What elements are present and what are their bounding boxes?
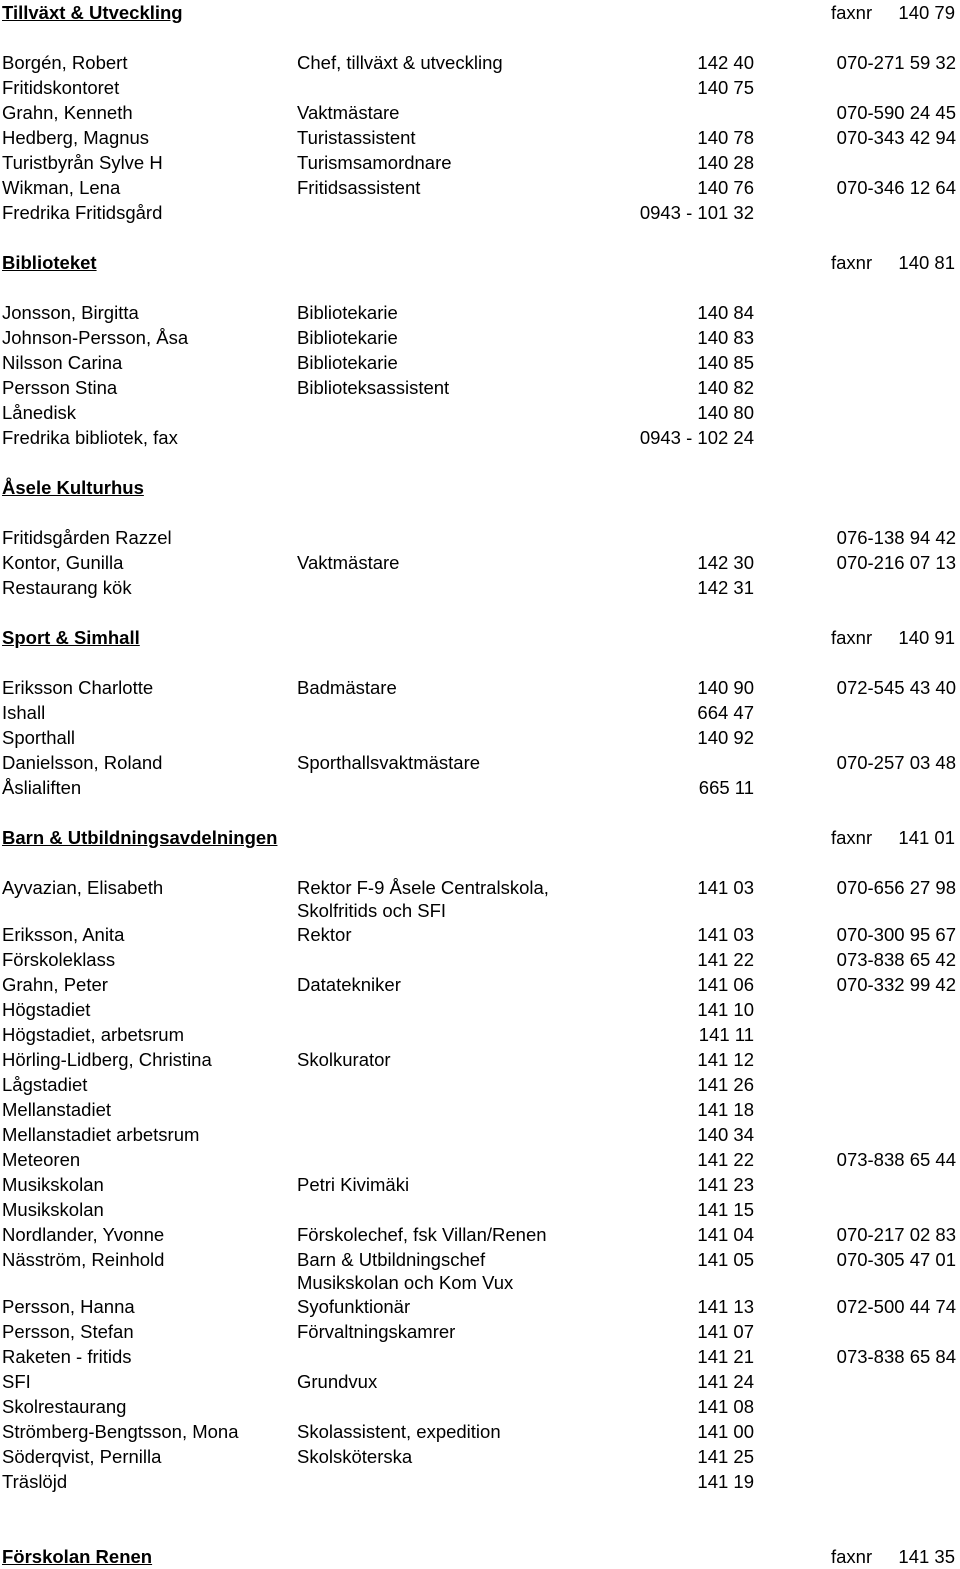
directory-row bbox=[0, 1072, 960, 1097]
entry-mobile: 073-838 65 42 bbox=[836, 949, 956, 970]
entry-name: Musikskolan bbox=[2, 1174, 104, 1195]
section-heading bbox=[0, 250, 960, 275]
directory-row bbox=[0, 175, 960, 200]
entry-name: Persson Stina bbox=[2, 377, 118, 398]
entry-name: Jonsson, Birgitta bbox=[2, 302, 139, 323]
entry-mobile: 070-590 24 45 bbox=[836, 102, 956, 123]
entry-title-line: Musikskolan och Kom Vux bbox=[297, 1272, 514, 1293]
entry-phone: 0943 - 102 24 bbox=[639, 427, 754, 448]
spacer bbox=[0, 650, 960, 675]
entry-name: Lånedisk bbox=[2, 402, 77, 423]
entry-mobile: 073-838 65 44 bbox=[836, 1149, 956, 1170]
directory-row bbox=[0, 775, 960, 800]
entry-phone: 140 78 bbox=[697, 127, 754, 148]
spacer bbox=[0, 800, 960, 825]
entry-phone: 141 04 bbox=[697, 1224, 754, 1245]
entry-phone: 141 19 bbox=[697, 1471, 754, 1492]
entry-name: Träslöjd bbox=[2, 1471, 68, 1492]
directory-row bbox=[0, 1022, 960, 1047]
fax-label: faxnr bbox=[831, 1546, 873, 1567]
section-heading bbox=[0, 0, 960, 25]
entry-title-line: Rektor F-9 Åsele Centralskola, bbox=[297, 877, 549, 898]
entry-phone: 140 92 bbox=[697, 727, 754, 748]
entry-name: Fredrika Fritidsgård bbox=[2, 202, 163, 223]
entry-name: Johnson-Persson, Åsa bbox=[2, 327, 189, 348]
section-förskolan-renen bbox=[0, 1544, 960, 1569]
entry-phone: 140 82 bbox=[697, 377, 754, 398]
section-heading bbox=[0, 1544, 960, 1569]
directory-row bbox=[0, 100, 960, 125]
entry-name: Kontor, Gunilla bbox=[2, 552, 124, 573]
entry-name: Skolrestaurang bbox=[2, 1396, 127, 1417]
entry-phone: 141 07 bbox=[697, 1321, 754, 1342]
entry-phone: 141 25 bbox=[697, 1446, 754, 1467]
fax-label: faxnr bbox=[831, 252, 873, 273]
entry-name: Hörling-Lidberg, Christina bbox=[2, 1049, 212, 1070]
entry-phone: 140 76 bbox=[697, 177, 754, 198]
entry-phone: 140 84 bbox=[697, 302, 754, 323]
directory-row bbox=[0, 375, 960, 400]
directory-row bbox=[0, 550, 960, 575]
entry-mobile: 073-838 65 84 bbox=[836, 1346, 956, 1367]
section-title: Barn & Utbildningsavdelningen bbox=[2, 827, 278, 848]
entry-phone: 141 12 bbox=[697, 1049, 754, 1070]
entry-name: Ayvazian, Elisabeth bbox=[2, 877, 164, 898]
entry-name: Förskoleklass bbox=[2, 949, 116, 970]
entry-phone: 141 22 bbox=[697, 949, 754, 970]
entry-title-line: Datatekniker bbox=[297, 974, 401, 995]
entry-phone: 665 11 bbox=[698, 777, 754, 798]
section-title: Sport & Simhall bbox=[2, 627, 140, 648]
directory-row bbox=[0, 1147, 960, 1172]
entry-name: Högstadiet bbox=[2, 999, 91, 1020]
directory-row bbox=[0, 700, 960, 725]
section-title: Biblioteket bbox=[2, 252, 97, 273]
entry-name: Mellanstadiet bbox=[2, 1099, 112, 1120]
fax-number: 141 35 bbox=[898, 1546, 955, 1567]
entry-name: Ishall bbox=[2, 702, 46, 723]
entry-phone: 140 85 bbox=[697, 352, 754, 373]
section-biblioteket bbox=[0, 250, 960, 475]
entry-phone: 141 00 bbox=[697, 1421, 754, 1442]
entry-phone: 141 23 bbox=[697, 1174, 754, 1195]
entry-name: Söderqvist, Pernilla bbox=[2, 1446, 162, 1467]
entry-name: Grahn, Peter bbox=[2, 974, 108, 995]
directory-row bbox=[0, 947, 960, 972]
entry-name: Fritidskontoret bbox=[2, 77, 120, 98]
entry-phone: 141 18 bbox=[697, 1099, 754, 1120]
entry-phone: 140 80 bbox=[697, 402, 754, 423]
directory-row bbox=[0, 350, 960, 375]
entry-title-line: Skolkurator bbox=[297, 1049, 391, 1070]
entry-name: Danielsson, Roland bbox=[2, 752, 163, 773]
spacer bbox=[0, 1494, 960, 1519]
spacer bbox=[0, 600, 960, 625]
entry-title-line: Förskolechef, fsk Villan/Renen bbox=[297, 1224, 547, 1245]
entry-phone: 140 83 bbox=[697, 327, 754, 348]
entry-phone: 140 90 bbox=[697, 677, 754, 698]
fax-number: 140 81 bbox=[898, 252, 955, 273]
entry-phone: 141 26 bbox=[697, 1074, 754, 1095]
directory-row bbox=[0, 1172, 960, 1197]
entry-title-line: Skolsköterska bbox=[297, 1446, 413, 1467]
entry-title-line: Skolassistent, expedition bbox=[297, 1421, 501, 1442]
directory-row bbox=[0, 875, 960, 922]
entry-phone: 140 75 bbox=[697, 77, 754, 98]
section-heading bbox=[0, 825, 960, 850]
entry-name: Åslialiften bbox=[2, 777, 82, 798]
section-åsele-kulturhus bbox=[0, 475, 960, 625]
entry-name: Nordlander, Yvonne bbox=[2, 1224, 165, 1245]
directory-row bbox=[0, 1294, 960, 1319]
entry-name: Nilsson Carina bbox=[2, 352, 123, 373]
directory-row bbox=[0, 1469, 960, 1494]
entry-title-line: Petri Kivimäki bbox=[297, 1174, 410, 1195]
directory-row bbox=[0, 1097, 960, 1122]
entry-title-line: Barn & Utbildningschef bbox=[297, 1249, 486, 1270]
entry-mobile: 070-216 07 13 bbox=[836, 552, 956, 573]
entry-mobile: 070-656 27 98 bbox=[836, 877, 956, 898]
directory-row bbox=[0, 300, 960, 325]
spacer bbox=[0, 1519, 960, 1544]
directory-row bbox=[0, 1419, 960, 1444]
entry-title-line: Badmästare bbox=[297, 677, 397, 698]
entry-title-line: Chef, tillväxt & utveckling bbox=[297, 52, 503, 73]
directory-row bbox=[0, 1247, 960, 1294]
section-heading bbox=[0, 475, 960, 500]
entry-phone: 141 13 bbox=[697, 1296, 754, 1317]
fax-number: 140 91 bbox=[898, 627, 955, 648]
fax-label: faxnr bbox=[831, 627, 873, 648]
entry-name: Fredrika bibliotek, fax bbox=[2, 427, 178, 448]
directory-row bbox=[0, 575, 960, 600]
entry-title-line: Turismsamordnare bbox=[297, 152, 452, 173]
entry-name: Meteoren bbox=[2, 1149, 81, 1170]
entry-name: Högstadiet, arbetsrum bbox=[2, 1024, 185, 1045]
directory-row bbox=[0, 525, 960, 550]
entry-name: Borgén, Robert bbox=[2, 52, 128, 73]
fax-label: faxnr bbox=[831, 2, 873, 23]
entry-phone: 141 10 bbox=[697, 999, 754, 1020]
entry-name: Hedberg, Magnus bbox=[2, 127, 150, 148]
directory-row bbox=[0, 1047, 960, 1072]
entry-phone: 142 40 bbox=[697, 52, 754, 73]
entry-phone: 141 08 bbox=[697, 1396, 754, 1417]
entry-name: Lågstadiet bbox=[2, 1074, 88, 1095]
entry-title-line: Syofunktionär bbox=[297, 1296, 411, 1317]
entry-name: Restaurang kök bbox=[2, 577, 132, 598]
entry-title-line: Vaktmästare bbox=[297, 102, 400, 123]
entry-phone: 141 05 bbox=[697, 1249, 754, 1270]
section-title: Åsele Kulturhus bbox=[2, 477, 144, 498]
directory-row bbox=[0, 750, 960, 775]
entry-mobile: 072-500 44 74 bbox=[836, 1296, 956, 1317]
directory-row bbox=[0, 1394, 960, 1419]
entry-name: Eriksson, Anita bbox=[2, 924, 125, 945]
entry-title-line: Skolfritids och SFI bbox=[297, 900, 447, 921]
entry-phone: 141 15 bbox=[697, 1199, 754, 1220]
directory-row bbox=[0, 972, 960, 997]
entry-mobile: 070-332 99 42 bbox=[836, 974, 956, 995]
entry-phone: 141 21 bbox=[697, 1346, 754, 1367]
entry-mobile: 070-217 02 83 bbox=[836, 1224, 956, 1245]
spacer bbox=[0, 275, 960, 300]
entry-phone: 0943 - 101 32 bbox=[639, 202, 754, 223]
entry-title-line: Rektor bbox=[297, 924, 352, 945]
entry-title-line: Bibliotekarie bbox=[297, 327, 398, 348]
spacer bbox=[0, 450, 960, 475]
directory-row bbox=[0, 1222, 960, 1247]
entry-mobile: 070-343 42 94 bbox=[836, 127, 956, 148]
fax-label: faxnr bbox=[831, 827, 873, 848]
spacer bbox=[0, 500, 960, 525]
entry-title-line: Vaktmästare bbox=[297, 552, 400, 573]
entry-phone: 141 24 bbox=[697, 1371, 754, 1392]
section-title: Tillväxt & Utveckling bbox=[2, 2, 183, 23]
entry-name: Näsström, Reinhold bbox=[2, 1249, 165, 1270]
directory-row bbox=[0, 725, 960, 750]
entry-phone: 141 03 bbox=[697, 877, 754, 898]
entry-phone: 141 11 bbox=[698, 1024, 754, 1045]
entry-name: Wikman, Lena bbox=[2, 177, 121, 198]
directory-row bbox=[0, 425, 960, 450]
entry-name: SFI bbox=[2, 1371, 31, 1392]
fax-number: 141 01 bbox=[898, 827, 955, 848]
entry-phone: 664 47 bbox=[697, 702, 754, 723]
entry-name: Grahn, Kenneth bbox=[2, 102, 133, 123]
entry-name: Musikskolan bbox=[2, 1199, 104, 1220]
entry-name: Sporthall bbox=[2, 727, 76, 748]
entry-mobile: 070-300 95 67 bbox=[836, 924, 956, 945]
section-heading bbox=[0, 625, 960, 650]
entry-title-line: Sporthallsvaktmästare bbox=[297, 752, 481, 773]
directory-row bbox=[0, 50, 960, 75]
directory-row bbox=[0, 1344, 960, 1369]
directory-row bbox=[0, 125, 960, 150]
entry-name: Fritidsgården Razzel bbox=[2, 527, 172, 548]
entry-name: Strömberg-Bengtsson, Mona bbox=[2, 1421, 239, 1442]
entry-title-line: Grundvux bbox=[297, 1371, 378, 1392]
entry-title-line: Biblioteksassistent bbox=[297, 377, 450, 398]
spacer bbox=[0, 25, 960, 50]
directory-row bbox=[0, 325, 960, 350]
entry-name: Mellanstadiet arbetsrum bbox=[2, 1124, 200, 1145]
entry-title-line: Bibliotekarie bbox=[297, 352, 398, 373]
directory-row bbox=[0, 675, 960, 700]
entry-name: Persson, Stefan bbox=[2, 1321, 134, 1342]
entry-title-line: Fritidsassistent bbox=[297, 177, 421, 198]
entry-mobile: 070-271 59 32 bbox=[836, 52, 956, 73]
directory-row bbox=[0, 1369, 960, 1394]
spacer bbox=[0, 225, 960, 250]
entry-phone: 141 06 bbox=[697, 974, 754, 995]
entry-name: Raketen - fritids bbox=[2, 1346, 132, 1367]
directory-row bbox=[0, 1444, 960, 1469]
entry-mobile: 070-346 12 64 bbox=[836, 177, 956, 198]
entry-mobile: 076-138 94 42 bbox=[836, 527, 956, 548]
entry-phone: 140 28 bbox=[697, 152, 754, 173]
entry-phone: 142 31 bbox=[697, 577, 754, 598]
directory-row bbox=[0, 997, 960, 1022]
entry-phone: 141 22 bbox=[697, 1149, 754, 1170]
directory-row bbox=[0, 200, 960, 225]
directory-row bbox=[0, 1319, 960, 1344]
fax-number: 140 79 bbox=[898, 2, 955, 23]
entry-phone: 141 03 bbox=[697, 924, 754, 945]
entry-title-line: Turistassistent bbox=[297, 127, 416, 148]
entry-name: Persson, Hanna bbox=[2, 1296, 135, 1317]
directory-row bbox=[0, 1122, 960, 1147]
directory-row bbox=[0, 1197, 960, 1222]
section-title: Förskolan Renen bbox=[2, 1546, 153, 1567]
directory-row bbox=[0, 75, 960, 100]
entry-phone: 140 34 bbox=[697, 1124, 754, 1145]
entry-name: Eriksson Charlotte bbox=[2, 677, 154, 698]
entry-title-line: Förvaltningskamrer bbox=[297, 1321, 456, 1342]
entry-name: Turistbyrån Sylve H bbox=[2, 152, 163, 173]
spacer bbox=[0, 850, 960, 875]
directory-row bbox=[0, 922, 960, 947]
section-barn-utbildningsavdelningen bbox=[0, 825, 960, 1544]
section-sport-simhall bbox=[0, 625, 960, 825]
entry-title-line: Bibliotekarie bbox=[297, 302, 398, 323]
section-tillväxt-utveckling bbox=[0, 0, 960, 250]
directory-row bbox=[0, 400, 960, 425]
directory-row bbox=[0, 150, 960, 175]
entry-phone: 142 30 bbox=[697, 552, 754, 573]
entry-mobile: 070-257 03 48 bbox=[836, 752, 956, 773]
entry-mobile: 072-545 43 40 bbox=[836, 677, 956, 698]
entry-mobile: 070-305 47 01 bbox=[836, 1249, 956, 1270]
